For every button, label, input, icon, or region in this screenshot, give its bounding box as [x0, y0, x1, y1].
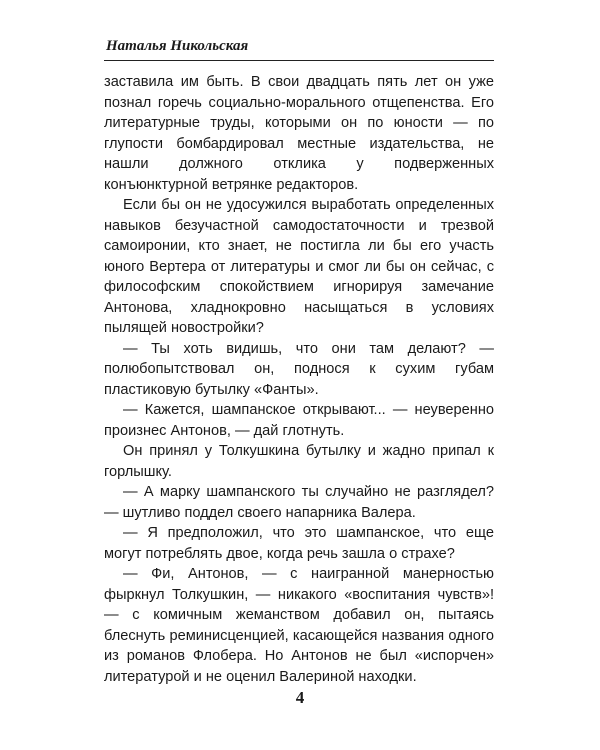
paragraph: — А марку шампанского ты случайно не разглядел? — шутливо поддел своего напарника Валера. [104, 484, 494, 521]
paragraph: Он принял у Толкушкина бутылку и жадно припал к горлышку. [104, 443, 494, 480]
paragraph: — Фи, Антонов, — с наигранной манерностью фыркнул Толкушкин, — никакого «воспитания чувств»! — с комичным жеманством добавил он, пытаясь блеснуть реминисценцией, касающейся названия одного из романов Флобера. Но Антонов не был «испорчен» литературой и не оценил Валериной находки. [104, 566, 494, 685]
paragraph: — Я предположил, что это шампанское, что еще могут потреблять двое, когда речь зашла о страхе? [104, 525, 494, 562]
page-number: 4 [295, 688, 305, 707]
body-text [104, 72, 494, 687]
paragraph: — Кажется, шампанское открывают... — неуверенно произнес Антонов, — дай глотнуть. [104, 402, 494, 439]
paragraph: — Ты хоть видишь, что они там делают? — полюбопытствовал он, поднося к сухим губам пластиковую бутылку «Фанты». [104, 340, 494, 398]
paragraph: заставила им быть. В свои двадцать пять лет он уже познал горечь социально-морального отщепенства. Его литературные труды, которыми он по юности — по глупости бомбардировал местные издательства, не нашли должного отклика у подверженных конъюнктурной ветрянке редакторов. [104, 74, 494, 193]
header-rule [104, 60, 494, 61]
running-head-author: Наталья Никольская [106, 38, 249, 54]
paragraph: Если бы он не удосужился выработать определенных навыков безучастной самодостаточности и трезвой самоиронии, кто знает, не постигла ли бы его участь юного Вертера от литературы и смог ли бы он сейчас, с философским спокойствием игнорируя замечание Антонова, хладнокровно насыщаться в условиях пылящей новостройки? [104, 197, 494, 336]
